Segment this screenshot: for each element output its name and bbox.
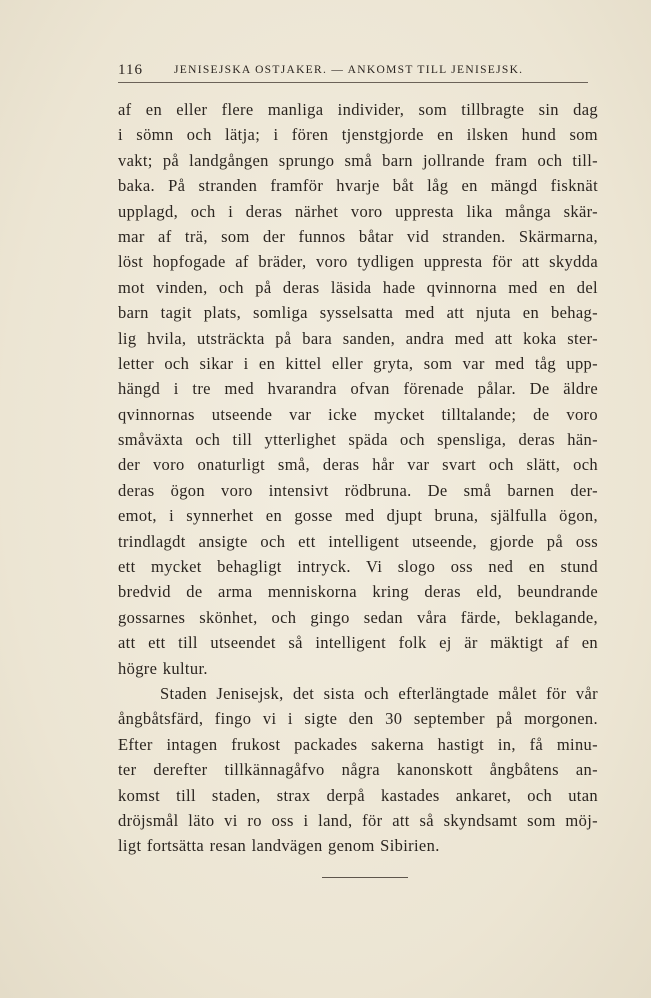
text-line: ångbåtsfärd, fingo vi i sigte den 30 september på morgonen.: [118, 709, 598, 729]
text-line: vakt; på landgången sprungo små barn jollrande fram och till-: [118, 150, 598, 170]
text-line: bredvid de arma menniskorna kring deras eld, beundrande: [118, 582, 598, 602]
page-header: [118, 60, 588, 83]
text-line: mar af trä, som der funnos båtar vid stranden. Skärmarna,: [118, 226, 598, 246]
text-line: gossarnes skönhet, och gingo sedan våra färde, beklagande,: [118, 607, 598, 627]
text-line: högre kultur.: [118, 658, 208, 678]
text-line: emot, i synnerhet en gosse med djupt bruna, själfulla ögon,: [118, 506, 598, 526]
text-line: ter derefter tillkännagåfvo några kanonskott ångbåtens an-: [118, 760, 598, 780]
text-line: ett mycket behagligt intryck. Vi slogo oss ned en stund: [118, 557, 598, 577]
page-number: 116: [118, 62, 143, 78]
text-line: hängd i tre med hvarandra ofvan förenade pålar. De äldre: [118, 379, 598, 399]
text-line: löst hopfogade af bräder, voro tydligen uppresta för att skydda: [118, 252, 598, 272]
text-line: ligt fortsätta resan landvägen genom Sibirien.: [118, 836, 440, 856]
text-line: Staden Jenisejsk, det sista och efterlängtade målet för vår: [160, 683, 598, 703]
text-line: trindlagdt ansigte och ett intelligent utseende, gjorde på oss: [118, 531, 598, 551]
running-head: JENISEJSKA OSTJAKER. — ANKOMST TILL JENISEJSK.: [174, 64, 524, 76]
paragraph-2: [118, 681, 598, 859]
text-line: mot vinden, och på deras läsida hade qvinnorna med en del: [118, 277, 598, 297]
text-line: småväxta och till ytterlighet späda och spensliga, deras hän-: [118, 430, 598, 450]
text-line: barn tagit plats, somliga sysselsatta med att njuta en behag-: [118, 303, 598, 323]
text-line: af en eller flere manliga individer, som tillbragte sin dag: [118, 100, 598, 119]
paragraph-1: [118, 97, 598, 681]
text-line: qvinnornas utseende var icke mycket tilltalande; de voro: [118, 404, 598, 424]
body-text: [118, 97, 598, 859]
text-line: i sömn och lätja; i fören tjenstgjorde en ilsken hund som: [118, 125, 598, 145]
text-line: komst till staden, strax derpå kastades ankaret, och utan: [118, 785, 598, 805]
text-line: Efter intagen frukost packades sakerna hastigt in, få minu-: [118, 734, 598, 754]
text-line: att ett till utseendet så intelligent folk ej är mäktigt af en: [118, 633, 598, 653]
text-line: letter och sikar i en kittel eller gryta, som var med tåg upp-: [118, 353, 598, 373]
text-line: deras ögon voro intensivt rödbruna. De små barnen der-: [118, 480, 598, 500]
end-rule: [322, 877, 408, 878]
text-line: lig hvila, utsträckta på bara sanden, andra med att koka ster-: [118, 328, 598, 348]
text-line: upplagd, och i deras närhet voro uppresta lika många skär-: [118, 201, 598, 221]
text-line: der voro onaturligt små, deras hår var svart och slätt, och: [118, 455, 598, 475]
text-line: dröjsmål läto vi ro oss i land, för att så skyndsamt som möj-: [118, 810, 598, 830]
text-line: baka. På stranden framför hvarje båt låg en mängd fisknät: [118, 176, 598, 196]
